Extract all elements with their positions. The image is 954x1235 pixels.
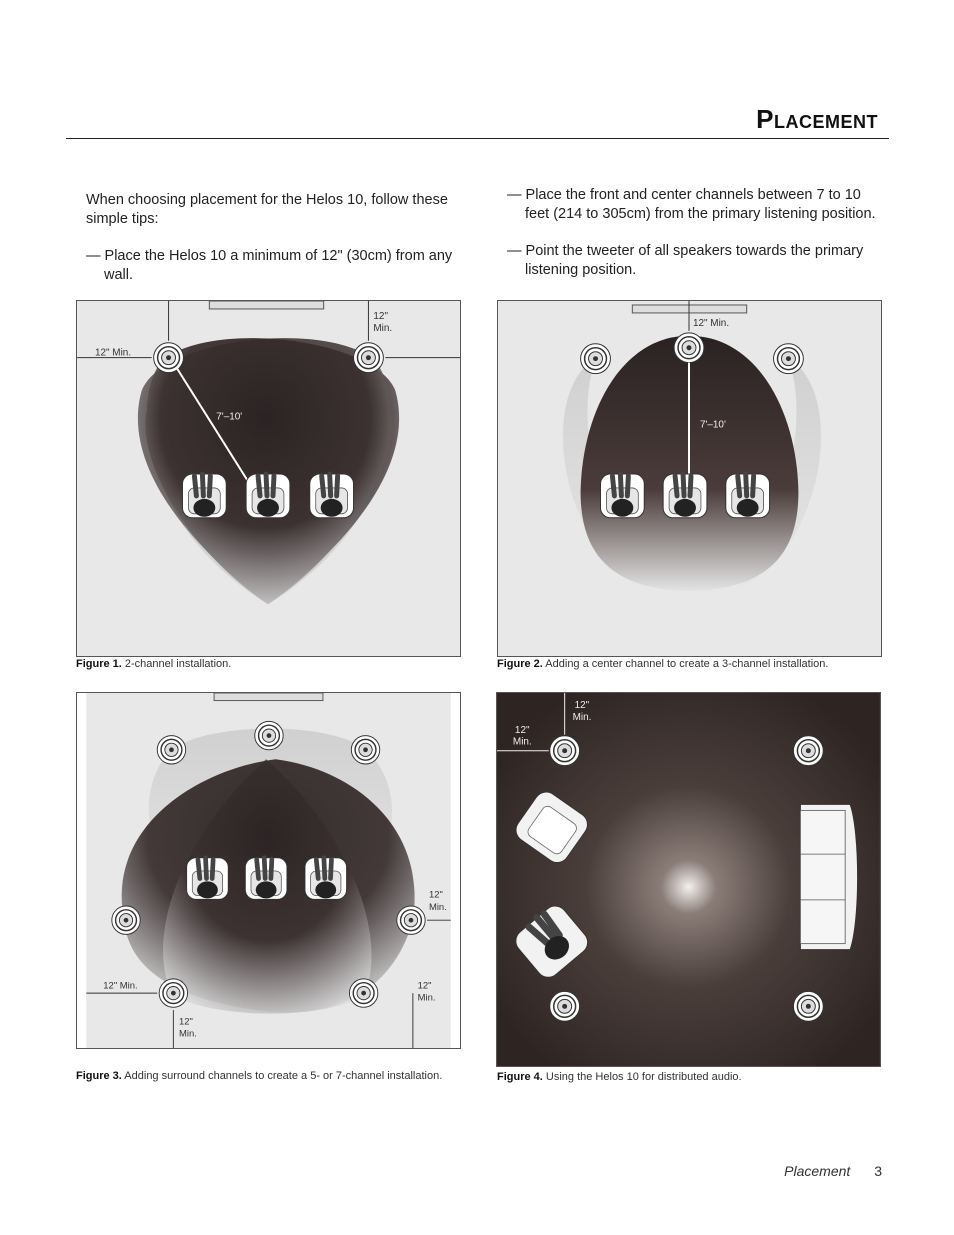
figure-3-caption-text: Adding surround channels to create a 5- or 7-channel installation. xyxy=(124,1070,443,1082)
fig3-right-gap-label-a: 12" xyxy=(428,889,443,901)
fig3-bottom-gap-label-a: 12" xyxy=(179,1016,193,1028)
figure-3-label: Figure 3. xyxy=(76,1070,122,1082)
fig3-bottom-right-gap-label-b: Min. xyxy=(417,992,436,1004)
figure-1-diagram xyxy=(76,300,461,657)
intro-lead: When choosing placement for the Helos 10, follow these simple tips: xyxy=(86,192,448,227)
figure-1-caption xyxy=(76,658,231,670)
tip-tweeter-aim: — Point the tweeter of all speakers towards the primary listening position. xyxy=(507,243,864,278)
fig3-right-gap-label-b: Min. xyxy=(428,901,447,913)
tip-wall-distance: — Place the Helos 10 a minimum of 12" (30cm) from any wall. xyxy=(86,248,453,283)
page-footer xyxy=(784,1163,882,1179)
fig1-top-gap-label-a: 12" xyxy=(373,310,389,322)
figure-4-caption xyxy=(497,1071,742,1083)
fig4-top-gap-label-b: Min. xyxy=(572,711,592,723)
page-title: Placement xyxy=(756,104,878,134)
fig3-bottom-gap-label-b: Min. xyxy=(179,1028,197,1040)
figure-3-caption xyxy=(76,1070,442,1082)
tip-listening-distance: — Place the front and center channels between 7 to 10 feet (214 to 305cm) from the primary listening position. xyxy=(507,187,876,222)
fig3-bottom-right-gap-label-a: 12" xyxy=(417,980,432,992)
fig3-bottom-left-gap-label: 12" Min. xyxy=(103,980,138,992)
fig2-distance-label: 7'–10' xyxy=(699,419,726,431)
fig1-top-gap-label-b: Min. xyxy=(373,322,393,334)
figure-4-label: Figure 4. xyxy=(497,1071,543,1083)
figure-4-caption-text: Using the Helos 10 for distributed audio. xyxy=(545,1071,742,1083)
fig4-left-gap-label-a: 12" xyxy=(514,724,530,736)
fig2-top-gap-label: 12" Min. xyxy=(692,317,730,329)
figure-2-label: Figure 2. xyxy=(497,658,543,670)
figure-2-caption-text: Adding a center channel to create a 3-channel installation. xyxy=(545,658,829,670)
title-rule xyxy=(66,138,889,139)
figure-2-diagram xyxy=(497,300,882,657)
figure-4-diagram xyxy=(496,692,881,1067)
sofa xyxy=(800,804,857,949)
figure-2-caption xyxy=(497,658,828,670)
page-number: 3 xyxy=(874,1163,882,1179)
footer-section: Placement xyxy=(784,1163,851,1179)
fig1-side-gap-label: 12" Min. xyxy=(94,347,132,359)
fig4-top-gap-label-a: 12" xyxy=(574,699,590,711)
left-column xyxy=(86,191,460,303)
fig1-distance-label: 7'–10' xyxy=(216,411,243,423)
figure-1-label: Figure 1. xyxy=(76,658,122,670)
figure-3-diagram xyxy=(76,692,461,1049)
right-column xyxy=(507,186,881,298)
figure-1-caption-text: 2-channel installation. xyxy=(124,658,232,670)
fig4-left-gap-label-b: Min. xyxy=(512,736,532,748)
